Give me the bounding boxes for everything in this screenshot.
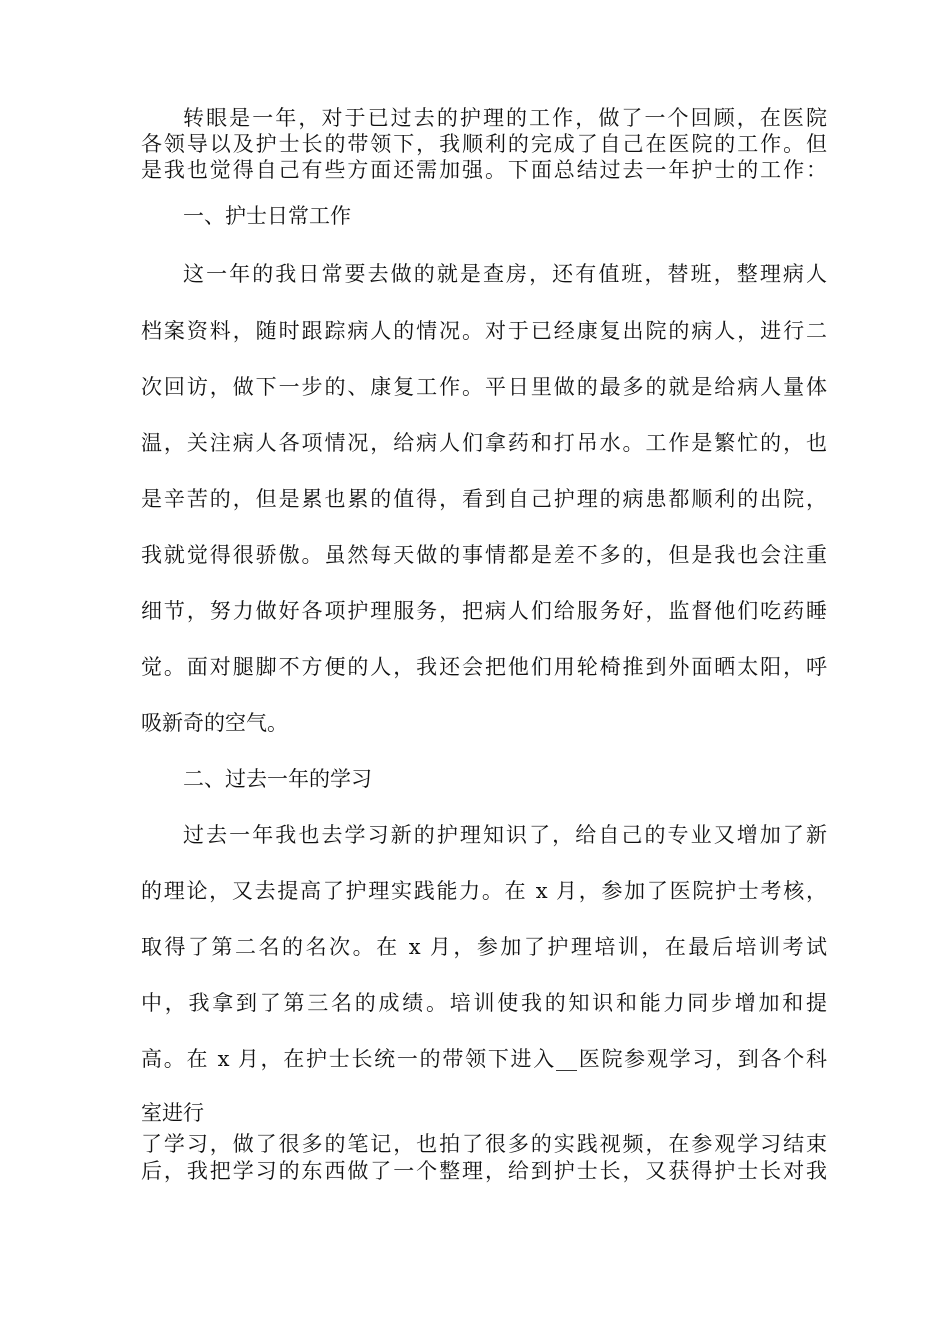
section-heading-daily-work: 一、护士日常工作 bbox=[183, 204, 351, 228]
paragraph-daily-work-line: 档案资料，随时跟踪病人的情况。对于已经康复出院的病人，进行二 bbox=[141, 319, 827, 343]
paragraph-daily-work-line: 是辛苦的，但是累也累的值得，看到自己护理的病患都顺利的出院， bbox=[141, 487, 827, 511]
paragraph-daily-work-line: 细节，努力做好各项护理服务，把病人们给服务好，监督他们吃药睡 bbox=[141, 599, 827, 623]
paragraph-daily-work-line: 觉。面对腿脚不方便的人，我还会把他们用轮椅推到外面晒太阳，呼 bbox=[141, 655, 827, 679]
paragraph-learning-cont-line: 了学习，做了很多的笔记，也拍了很多的实践视频，在参观学习结束 bbox=[141, 1132, 827, 1156]
paragraph-learning-line: 高。在 x 月，在护士长统一的带领下进入__医院参观学习，到各个科 bbox=[141, 1047, 827, 1071]
paragraph-learning-line: 室进行 bbox=[141, 1101, 204, 1125]
paragraph-daily-work-line: 吸新奇的空气。 bbox=[141, 711, 288, 735]
section-heading-learning: 二、过去一年的学习 bbox=[183, 767, 372, 791]
paragraph-learning-line: 取得了第二名的名次。在 x 月，参加了护理培训，在最后培训考试 bbox=[141, 935, 827, 959]
paragraph-learning-line: 的理论，又去提高了护理实践能力。在 x 月，参加了医院护士考核， bbox=[141, 879, 827, 903]
paragraph-learning-line: 过去一年我也去学习新的护理知识了，给自己的专业又增加了新 bbox=[183, 823, 827, 847]
paragraph-learning-line: 中，我拿到了第三名的成绩。培训使我的知识和能力同步增加和提 bbox=[141, 991, 827, 1015]
paragraph-daily-work-line: 我就觉得很骄傲。虽然每天做的事情都是差不多的，但是我也会注重 bbox=[141, 543, 827, 567]
paragraph-intro-line: 转眼是一年，对于已过去的护理的工作，做了一个回顾，在医院 bbox=[183, 106, 827, 130]
paragraph-intro-line: 各领导以及护士长的带领下，我顺利的完成了自己在医院的工作。但 bbox=[141, 132, 827, 156]
paragraph-daily-work-line: 这一年的我日常要去做的就是查房，还有值班，替班，整理病人 bbox=[183, 262, 827, 286]
paragraph-daily-work-line: 次回访，做下一步的、康复工作。平日里做的最多的就是给病人量体 bbox=[141, 375, 827, 399]
paragraph-learning-cont-line: 后，我把学习的东西做了一个整理，给到护士长，又获得护士长对我 bbox=[141, 1159, 827, 1183]
paragraph-intro-line: 是我也觉得自己有些方面还需加强。下面总结过去一年护士的工作： bbox=[141, 158, 827, 182]
paragraph-daily-work-line: 温，关注病人各项情况，给病人们拿药和打吊水。工作是繁忙的，也 bbox=[141, 431, 827, 455]
